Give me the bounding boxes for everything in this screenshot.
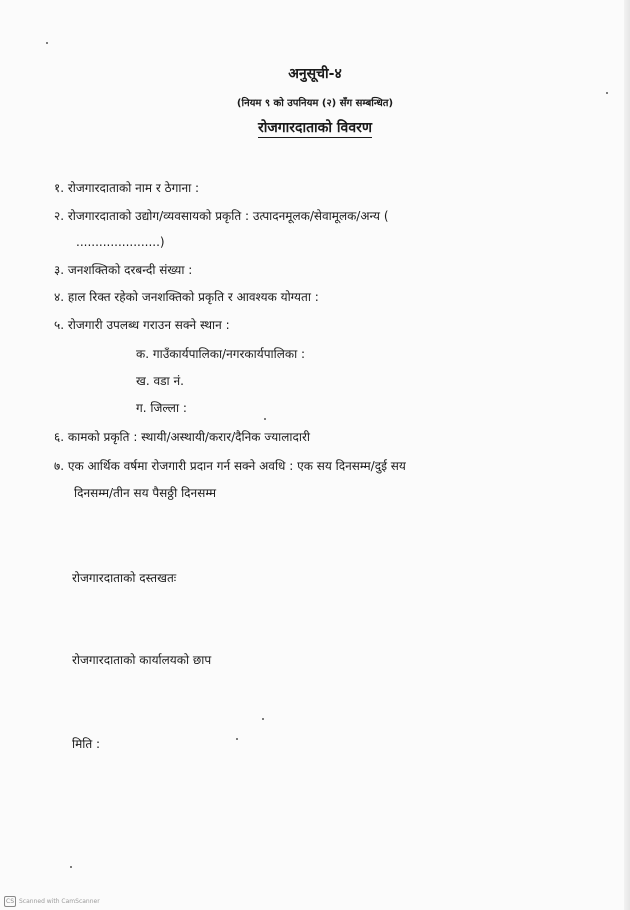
- scan-speck: [262, 718, 264, 720]
- date-label: मिति :: [72, 737, 101, 751]
- scan-edge: [624, 0, 630, 910]
- document-subtitle: (नियम ९ को उपनियम (२) सँग सम्बन्धित): [236, 98, 394, 109]
- employer-signature-label: रोजगारदाताको दस्तखतः: [72, 571, 177, 585]
- item-employer-name-address: १. रोजगारदाताको नाम र ठेगाना :: [54, 181, 200, 195]
- scan-speck: [606, 92, 608, 94]
- item-workforce-count: ३. जनशक्तिको दरबन्दी संख्या :: [54, 263, 193, 277]
- scanner-watermark-text: Scanned with CamScanner: [19, 898, 100, 905]
- scan-speck: [264, 418, 266, 420]
- item-location-municipality: क. गाउँकार्यपालिका/नगरकार्यपालिका :: [136, 347, 306, 361]
- document-heading: [0, 120, 630, 136]
- item-employment-duration-cont: दिनसम्म/तीन सय पैसठ्ठी दिनसम्म: [74, 486, 217, 500]
- item-business-nature: २. रोजगारदाताको उद्योग/व्यवसायको प्रकृति : उत्पादनमूलक/सेवामूलक/अन्य (: [54, 209, 389, 223]
- scan-speck: [236, 738, 238, 740]
- scanner-watermark: [4, 896, 100, 907]
- camscanner-icon: CS: [6, 898, 14, 905]
- scan-speck: [46, 42, 48, 44]
- item-employment-location: ५. रोजगारी उपलब्ध गराउन सक्ने स्थान :: [54, 318, 230, 332]
- item-business-nature-other: ......................): [76, 235, 165, 249]
- item-work-nature: ६. कामको प्रकृति : स्थायी/अस्थायी/करार/दैनिक ज्यालादारी: [54, 430, 310, 444]
- office-stamp-label: रोजगारदाताको कार्यालयको छाप: [72, 653, 212, 667]
- item-location-district: ग. जिल्ला :: [136, 401, 187, 415]
- document-title: अनुसूची-४: [288, 66, 342, 82]
- item-vacant-workforce: ४. हाल रिक्त रहेको जनशक्तिको प्रकृति र आवश्यक योग्यता :: [54, 290, 319, 304]
- item-employment-duration: ७. एक आर्थिक वर्षमा रोजगारी प्रदान गर्न सक्ने अवधि : एक सय दिनसम्म/दुई सय: [54, 459, 406, 473]
- document-heading-text: रोजगारदाताको विवरण: [258, 120, 372, 136]
- item-location-ward: ख. वडा नं.: [136, 374, 184, 388]
- scan-speck: [70, 866, 72, 868]
